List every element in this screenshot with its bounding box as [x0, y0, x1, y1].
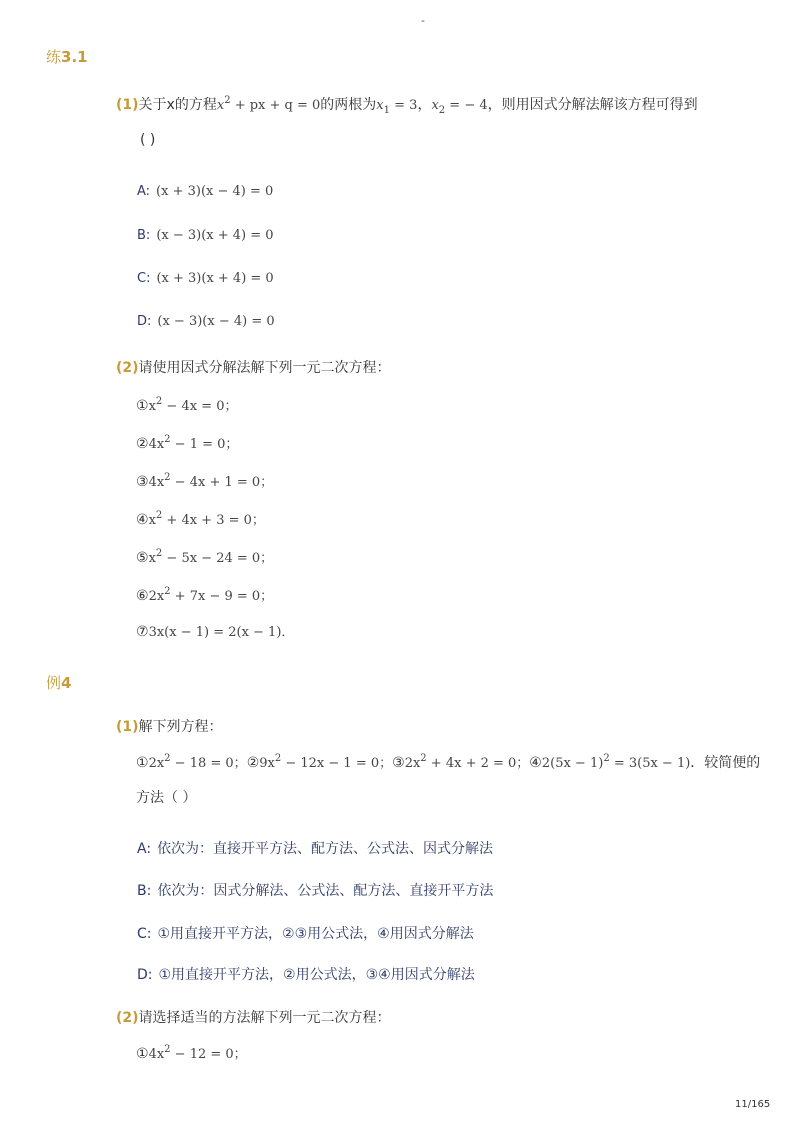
equation-item: $①4x^2 - 12 = 0$； — [136, 1044, 247, 1062]
question-text: 请选择适当的方法解下列一元二次方程： — [138, 1010, 391, 1026]
root2-sub: 2 — [438, 105, 446, 116]
eq-var: x — [216, 98, 225, 113]
root2-value: = − 4 — [445, 98, 488, 113]
question-2-line — [116, 357, 391, 377]
eq-rest: + px + q = 0 — [230, 98, 321, 113]
question-text-b: 的两根为 — [320, 97, 377, 113]
question-text-a: 关于x的方程 — [138, 97, 217, 113]
option-label: D: — [137, 967, 153, 983]
page-number: 11/165 — [735, 1099, 771, 1110]
option-value: ①用直接开平方法，②用公式法，③④用因式分解法 — [158, 967, 475, 983]
option-value: (x + 3)(x − 4) = 0 — [156, 184, 274, 199]
option-label: A: — [137, 841, 152, 857]
root-separator: ， — [417, 97, 432, 113]
page-top-mark: - — [421, 14, 425, 27]
root1-value: = 3 — [390, 98, 418, 113]
heading-prefix: 例 — [46, 674, 62, 692]
option-c[interactable] — [137, 923, 474, 943]
option-label: B: — [137, 883, 152, 899]
option-b[interactable] — [137, 228, 274, 243]
heading-prefix: 练 — [46, 48, 62, 66]
option-label: B: — [137, 228, 151, 243]
question-text: 解下列方程： — [138, 719, 223, 735]
option-value: 依次为：因式分解法、公式法、配方法、直接开平方法 — [157, 883, 494, 899]
option-a[interactable] — [137, 184, 273, 199]
root2-var: x — [431, 98, 439, 113]
option-d[interactable] — [137, 314, 275, 329]
question-text: 请使用因式分解法解下列一元二次方程： — [138, 360, 391, 376]
option-value: (x − 3)(x + 4) = 0 — [156, 228, 274, 243]
question-tag: (1) — [116, 97, 139, 113]
eq-exponent: 2 — [224, 95, 231, 106]
heading-number: 3.1 — [61, 48, 88, 66]
option-label: A: — [137, 184, 151, 199]
question-1-line — [116, 94, 698, 114]
option-c[interactable] — [137, 271, 274, 286]
option-value: ①用直接开平方法，②③用公式法，④用因式分解法 — [157, 926, 474, 942]
option-value: (x − 3)(x − 4) = 0 — [157, 314, 275, 329]
option-label: C: — [137, 271, 151, 286]
question-tag: (2) — [116, 1010, 139, 1026]
option-value: (x + 3)(x + 4) = 0 — [156, 271, 274, 286]
option-b[interactable] — [137, 880, 493, 900]
option-value: 依次为：直接开平方法、配方法、公式法、因式分解法 — [157, 841, 494, 857]
equation-item: ⑦3x(x − 1) = 2(x − 1)． — [136, 624, 295, 640]
option-label: C: — [137, 926, 152, 942]
option-label: D: — [137, 314, 152, 329]
option-d[interactable] — [137, 964, 475, 984]
question-1-line — [116, 716, 223, 736]
answer-blank-line: 方法（ ） — [136, 790, 197, 806]
equation-item: $①x^2 - 4x = 0$； — [136, 396, 238, 414]
equation-item: $⑥2x^2 + 7x - 9 = 0$； — [136, 586, 274, 604]
question-tag: (2) — [116, 360, 139, 376]
question-tag: (1) — [116, 719, 139, 735]
equation-item: $②4x^2 - 1 = 0$； — [136, 434, 239, 452]
root1-var: x — [376, 98, 384, 113]
heading-number: 4 — [61, 674, 72, 692]
equation-item: $⑤x^2 - 5x - 24 = 0$； — [136, 548, 274, 566]
root1-sub: 1 — [383, 105, 390, 116]
question-text-c: ，则用因式分解法解该方程可得到 — [487, 97, 698, 113]
equation-list-line: $①2x^2 - 18 = 0$；$②9x^2 - 12x - 1 = 0$；$③2x^2 + 4x + 2 = 0$；④2(5x − 1)$^2$ = 3(5x − 1)．较简便的 — [136, 753, 761, 771]
equation-item: $④x^2 + 4x + 3 = 0$； — [136, 510, 265, 528]
question-2-line — [116, 1007, 391, 1027]
section-heading-ex4 — [46, 672, 71, 693]
answer-blank: ( ) — [140, 132, 156, 148]
equation-item: $③4x^2 - 4x + 1 = 0$； — [136, 472, 274, 490]
option-a[interactable] — [137, 838, 493, 858]
section-heading-ex31 — [46, 46, 88, 67]
